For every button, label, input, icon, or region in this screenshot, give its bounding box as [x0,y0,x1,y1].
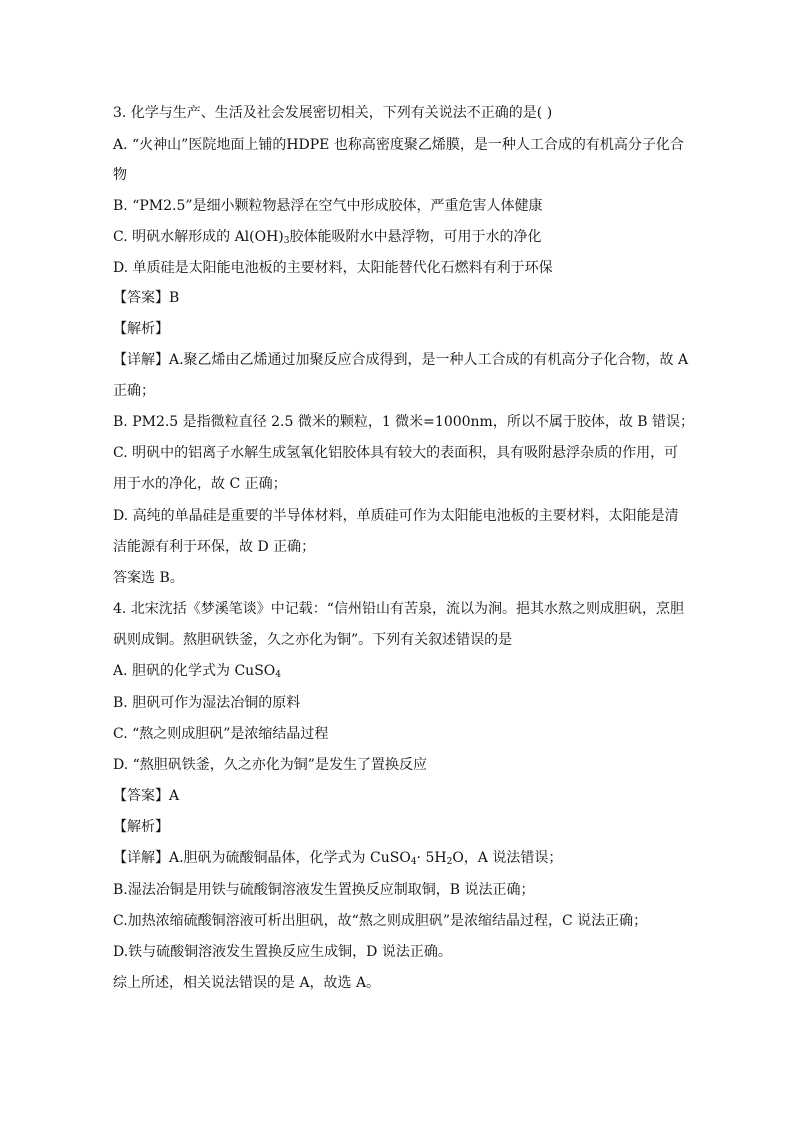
q4-answer-value: A [169,788,180,804]
q4-answer-tag: 【答案】 [113,788,169,804]
q4-option-a-subscript: 4 [275,670,281,680]
q3-detail-a-text: A.聚乙烯由乙烯通过加聚反应合成得到，是一种人工合成的有机高分子化合物，故 A [169,352,689,368]
q4-detail-b: B.湿法冶铜是用铁与硫酸铜溶液发生置换反应制取铜，B 说法正确； [113,882,535,898]
q4-analysis-tag: 【解析】 [113,819,169,835]
q4-detail-a-sub2: 2 [446,857,453,867]
q3-option-c-subscript: 3 [283,236,290,246]
q3-detail-a [113,351,693,369]
q3-conclusion: 答案选 B。 [113,570,184,586]
q4-detail-a-text: A.胆矾为硫酸铜晶体，化学式为 CuSO [169,850,411,866]
q3-stem: 3. 化学与生产、生活及社会发展密切相关，下列有关说法不正确的是( ) [113,105,553,121]
q4-option-a-text: A. 胆矾的化学式为 CuSO [113,663,276,679]
q4-detail-a-mid: · 5H [416,850,447,866]
q4-detail-c: C.加热浓缩硫酸铜溶液可析出胆矾，故“熬之则成胆矾”是浓缩结晶过程，C 说法正确； [113,913,648,929]
q3-option-a-cont: 物 [113,167,127,183]
q4-answer [113,787,693,805]
q3-option-b: B. “PM2.5”是细小颗粒物悬浮在空气中形成胶体，严重危害人体健康 [113,198,543,214]
q3-detail-d-cont: 洁能源有利于环保，故 D 正确； [113,539,316,555]
q4-detail-a-sub1: 4 [410,857,417,867]
q4-stem-cont: 矾则成铜。熬胆矾铁釜，久之亦化为铜”。下列有关叙述错误的是 [113,632,513,648]
q3-option-c-text: C. 明矾水解形成的 Al(OH) [113,229,284,245]
q3-option-a: A. “火神山”医院地面上铺的HDPE 也称高密度聚乙烯膜，是一种人工合成的有机高分子化合 [113,137,684,153]
q3-analysis-tag: 【解析】 [113,321,169,337]
q4-option-d: D. “熬胆矾铁釜，久之亦化为铜”是发生了置换反应 [113,757,427,773]
q3-detail-b: B. PM2.5 是指微粒直径 2.5 微米的颗粒，1 微米=1000nm，所以不属于胶体，故 B 错误； [113,414,695,430]
q3-detail-d: D. 高纯的单晶硅是重要的半导体材料，单质硅可作为太阳能电池板的主要材料，太阳能是清 [113,508,679,524]
q4-option-a [113,662,693,680]
q4-detail-a-rest: O，A 说法错误； [452,850,563,866]
q3-option-c [113,228,693,246]
q3-answer-tag: 【答案】 [113,290,169,306]
q3-answer [113,289,693,307]
q4-detail-d: D.铁与硫酸铜溶液发生置换反应生成铜，D 说法正确。 [113,944,452,960]
q4-stem: 4. 北宋沈括《梦溪笔谈》中记载：“信州铅山有苦泉，流以为涧。挹其水熬之则成胆矾，烹胆 [113,601,684,617]
q3-option-d: D. 单质硅是太阳能电池板的主要材料，太阳能替代化石燃料有利于环保 [113,260,553,276]
q3-option-c-text-rest: 胶体能吸附水中悬浮物，可用于水的净化 [289,229,542,245]
q3-detail-c: C. 明矾中的铝离子水解生成氢氧化铝胶体具有较大的表面积，具有吸附悬浮杂质的作用，可 [113,445,679,461]
q4-detail-tag: 【详解】 [113,850,169,866]
q3-detail-a-cont: 正确； [113,383,155,399]
q3-detail-tag: 【详解】 [113,352,169,368]
q4-option-b: B. 胆矾可作为湿法冶铜的原料 [113,695,301,711]
q3-answer-value: B [169,290,180,306]
q4-option-c: C. “熬之则成胆矾”是浓缩结晶过程 [113,726,329,742]
q4-conclusion: 综上所述，相关说法错误的是 A，故选 A。 [113,975,381,991]
q3-detail-c-cont: 用于水的净化，故 C 正确； [113,476,287,492]
q4-detail-a [113,849,693,867]
